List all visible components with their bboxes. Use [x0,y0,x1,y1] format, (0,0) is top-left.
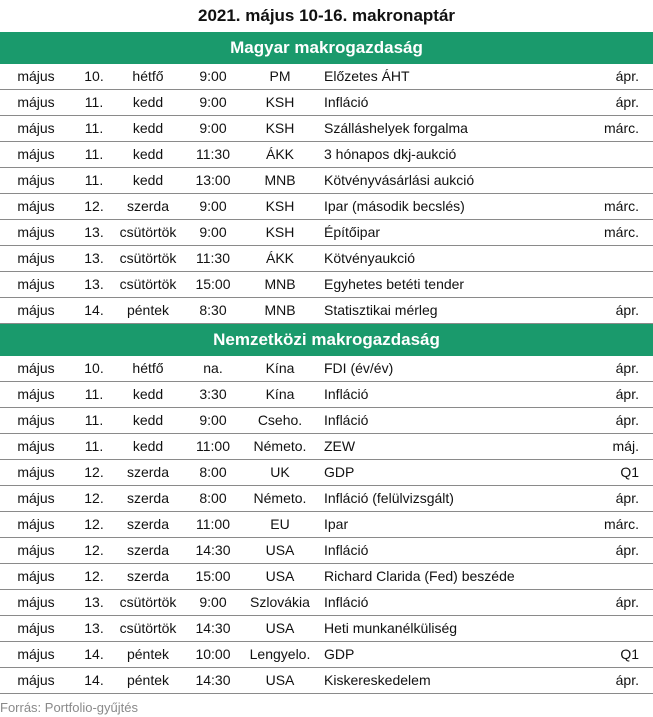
source-cell: Szlovákia [250,594,310,610]
time-cell: 9:00 [199,224,227,240]
day-cell: 12. [84,542,104,558]
table-row [0,272,653,298]
month-cell: május [17,172,55,188]
month-cell: május [17,276,55,292]
time-cell: 8:00 [199,490,227,506]
month-cell: május [17,464,55,480]
month-cell: május [17,146,55,162]
day-cell: 11. [84,438,104,454]
period-cell: ápr. [615,490,639,506]
time-cell: 11:30 [196,146,230,162]
table-row [0,668,653,694]
source-cell: ÁKK [265,250,294,266]
event-cell: Előzetes ÁHT [324,68,410,84]
day-cell: 10. [84,68,104,84]
source-cell: UK [270,464,290,480]
day-cell: 11. [84,146,104,162]
event-cell: FDI (év/év) [324,360,394,376]
source-cell: MNB [264,276,296,292]
period-cell: ápr. [615,94,639,110]
source-cell: Kína [265,360,295,376]
day-cell: 13. [84,224,104,240]
month-cell: május [17,360,55,376]
table-row [0,538,653,564]
event-cell: Infláció [324,594,369,610]
source-cell: Németo. [253,438,307,454]
event-cell: Egyhetes betéti tender [324,276,465,292]
day-cell: 11. [84,172,104,188]
time-cell: 9:00 [199,198,227,214]
period-cell: ápr. [615,360,639,376]
event-cell: Kötvényaukció [324,250,416,266]
source-cell: USA [265,620,295,636]
time-cell: 13:00 [195,172,231,188]
event-cell: Richard Clarida (Fed) beszéde [324,568,515,584]
table-row [0,434,653,460]
table-row [0,590,653,616]
period-cell: ápr. [615,68,639,84]
weekday-cell: szerda [126,198,170,214]
event-cell: Ipar [324,516,349,532]
source-cell: MNB [264,172,296,188]
day-cell: 12. [84,516,104,532]
weekday-cell: csütörtök [119,250,177,266]
day-cell: 13. [84,250,104,266]
month-cell: május [17,620,55,636]
source-cell: Németo. [253,490,307,506]
time-cell: 9:00 [199,412,227,428]
month-cell: május [17,438,55,454]
section-header: Nemzetközi makrogazdaság [0,324,653,356]
table-row [0,460,653,486]
day-cell: 12. [84,568,104,584]
day-cell: 14. [84,302,104,318]
weekday-cell: szerda [126,490,170,506]
table-row [0,642,653,668]
table-row [0,512,653,538]
weekday-cell: kedd [132,172,164,188]
weekday-cell: szerda [126,516,170,532]
day-cell: 13. [84,620,104,636]
period-cell: máj. [612,438,639,454]
time-cell: 10:00 [195,646,231,662]
source-cell: Lengyelo. [249,646,311,662]
period-cell: márc. [604,224,639,240]
source-note: Forrás: Portfolio-gyűjtés [0,700,138,715]
time-cell: 14:30 [195,620,231,636]
table-row [0,142,653,168]
period-cell: ápr. [615,386,639,402]
source-cell: KSH [265,94,295,110]
period-cell: márc. [604,516,639,532]
day-cell: 10. [84,360,104,376]
weekday-cell: csütörtök [119,276,177,292]
month-cell: május [17,412,55,428]
weekday-cell: péntek [126,302,170,318]
day-cell: 12. [84,490,104,506]
section-header: Magyar makrogazdaság [0,32,653,64]
table-row [0,408,653,434]
weekday-cell: csütörtök [119,224,177,240]
month-cell: május [17,250,55,266]
table-row [0,382,653,408]
day-cell: 11. [84,120,104,136]
month-cell: május [17,490,55,506]
month-cell: május [17,542,55,558]
source-cell: ÁKK [265,146,294,162]
calendar-table [0,32,653,694]
weekday-cell: szerda [126,464,170,480]
table-row [0,246,653,272]
source-cell: Cseho. [257,412,303,428]
period-cell: márc. [604,120,639,136]
time-cell: 9:00 [199,94,227,110]
time-cell: 11:00 [196,438,230,454]
month-cell: május [17,594,55,610]
source-cell: USA [265,672,295,688]
event-cell: Építőipar [324,224,381,240]
table-row [0,168,653,194]
source-cell: USA [265,568,295,584]
period-cell: ápr. [615,594,639,610]
table-row [0,486,653,512]
month-cell: május [17,646,55,662]
event-cell: Heti munkanélküliség [324,620,458,636]
period-cell: márc. [604,198,639,214]
table-row [0,90,653,116]
table-row [0,64,653,90]
day-cell: 12. [84,198,104,214]
event-cell: ZEW [324,438,356,454]
month-cell: május [17,672,55,688]
table-row [0,116,653,142]
day-cell: 14. [84,672,104,688]
event-cell: Infláció [324,412,369,428]
table-row [0,564,653,590]
month-cell: május [17,94,55,110]
day-cell: 13. [84,594,104,610]
weekday-cell: péntek [126,672,170,688]
period-cell: ápr. [615,302,639,318]
time-cell: 11:00 [196,516,230,532]
day-cell: 13. [84,276,104,292]
event-cell: Infláció (felülvizsgált) [324,490,454,506]
time-cell: 8:30 [199,302,227,318]
weekday-cell: szerda [126,542,170,558]
period-cell: Q1 [620,646,639,662]
month-cell: május [17,68,55,84]
day-cell: 14. [84,646,104,662]
source-cell: Kína [265,386,295,402]
event-cell: GDP [324,646,355,662]
time-cell: 14:30 [195,672,231,688]
period-cell: ápr. [615,672,639,688]
day-cell: 11. [84,386,104,402]
event-cell: Szálláshelyek forgalma [324,120,468,136]
weekday-cell: szerda [126,568,170,584]
weekday-cell: hétfő [132,360,164,376]
weekday-cell: kedd [132,412,164,428]
time-cell: 11:30 [196,250,230,266]
month-cell: május [17,302,55,318]
weekday-cell: péntek [126,646,170,662]
table-row [0,194,653,220]
time-cell: 9:00 [199,594,227,610]
page-title: 2021. május 10-16. makronaptár [197,6,456,25]
table-row [0,220,653,246]
event-cell: Infláció [324,94,369,110]
month-cell: május [17,198,55,214]
day-cell: 11. [84,94,104,110]
time-cell: 15:00 [195,276,231,292]
table-row [0,616,653,642]
event-cell: Infláció [324,542,369,558]
month-cell: május [17,224,55,240]
source-cell: KSH [265,224,295,240]
event-cell: Infláció [324,386,369,402]
weekday-cell: csütörtök [119,594,177,610]
time-cell: 15:00 [195,568,231,584]
source-cell: EU [270,516,290,532]
period-cell: ápr. [615,542,639,558]
source-cell: PM [269,68,291,84]
event-cell: Ipar (második becslés) [324,198,465,214]
month-cell: május [17,516,55,532]
event-cell: Statisztikai mérleg [324,302,438,318]
day-cell: 11. [84,412,104,428]
table-row [0,356,653,382]
time-cell: 9:00 [199,68,227,84]
source-cell: MNB [264,302,296,318]
time-cell: 14:30 [195,542,231,558]
source-cell: KSH [265,198,295,214]
weekday-cell: csütörtök [119,620,177,636]
month-cell: május [17,120,55,136]
period-cell: Q1 [620,464,639,480]
event-cell: Kötvényvásárlási aukció [324,172,475,188]
month-cell: május [17,386,55,402]
period-cell: ápr. [615,412,639,428]
time-cell: na. [203,360,223,376]
weekday-cell: kedd [132,120,164,136]
source-cell: USA [265,542,295,558]
weekday-cell: kedd [132,94,164,110]
event-cell: 3 hónapos dkj-aukció [324,146,457,162]
time-cell: 8:00 [199,464,227,480]
day-cell: 12. [84,464,104,480]
weekday-cell: hétfő [132,68,164,84]
weekday-cell: kedd [132,386,164,402]
table-row [0,298,653,324]
month-cell: május [17,568,55,584]
event-cell: Kiskereskedelem [324,672,431,688]
event-cell: GDP [324,464,355,480]
weekday-cell: kedd [132,146,164,162]
time-cell: 3:30 [199,386,227,402]
source-cell: KSH [265,120,295,136]
weekday-cell: kedd [132,438,164,454]
time-cell: 9:00 [199,120,227,136]
